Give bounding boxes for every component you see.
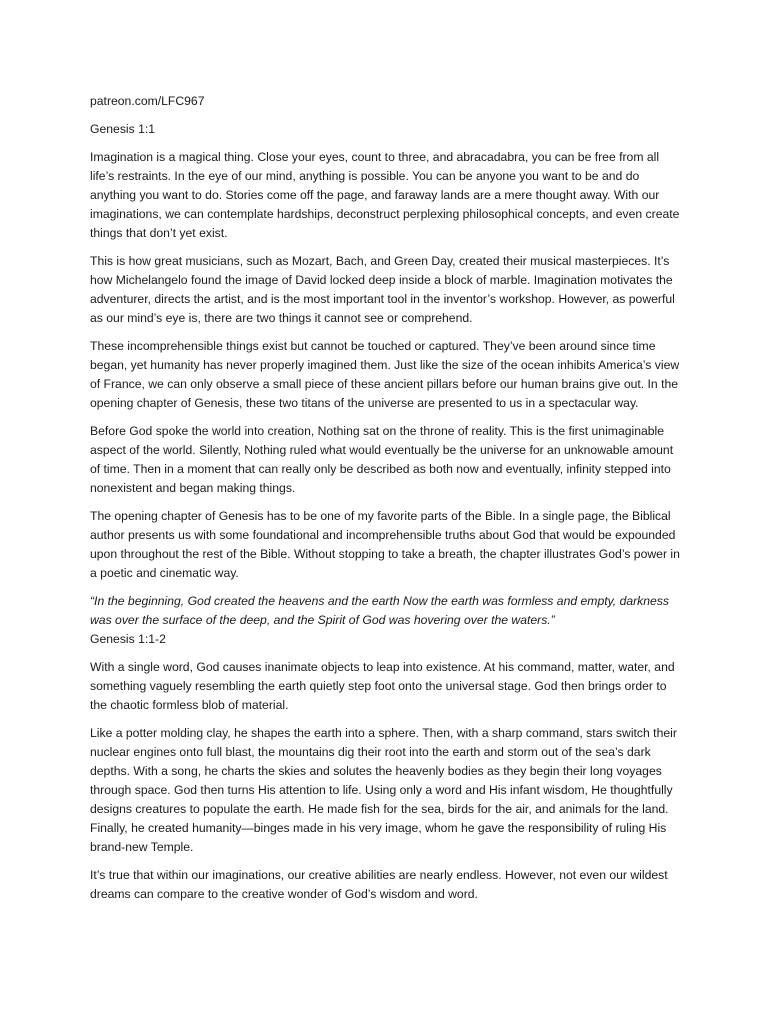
paragraph-7: Like a potter molding clay, he shapes the earth into a sphere. Then, with a sharp command, stars switch their nuclear engines onto full blast, the mountains dig their root into the earth and storm out of the sea’s dark depths. With a song, he charts the skies and solutes the heavenly bodies as they begin their long voyages through space. God then turns His attention to life. Using only a word and His infant wisdom, He thoughtfully designs creatures to populate the earth. He made fish for the sea, birds for the air, and animals for the land. Finally, he created humanity—binges made in his very image, whom he gave the responsibility of ruling His brand-new Temple. [90,726,677,854]
scripture-quote [90,592,680,649]
document-body [90,92,680,913]
paragraph-8: It’s true that within our imaginations, our creative abilities are nearly endless. However, not even our wildest dreams can compare to the creative wonder of God’s wisdom and word. [90,868,668,901]
source-link: patreon.com/LFC967 [90,94,205,108]
paragraph-2: This is how great musicians, such as Mozart, Bach, and Green Day, created their musical masterpieces. It’s how Michelangelo found the image of David locked deep inside a block of marble. Imagination motivates the adventurer, directs the artist, and is the most important tool in the inventor’s workshop. However, as powerful as our mind’s eye is, there are two things it cannot see or comprehend. [90,254,675,325]
paragraph-3: These incomprehensible things exist but cannot be touched or captured. They’ve been around since time began, yet humanity has never properly imagined them. Just like the size of the ocean inhibits America’s view of France, we can only observe a small piece of these ancient pillars before our human brains give out. In the opening chapter of Genesis, these two titans of the universe are presented to us in a spectacular way. [90,339,680,410]
quote-text: “In the beginning, God created the heavens and the earth Now the earth was formless and empty, darkness was over the surface of the deep, and the Spirit of God was hovering over the waters.” [90,594,670,627]
paragraph-1: Imagination is a magical thing. Close your eyes, count to three, and abracadabra, you can be free from all life’s restraints. In the eye of our mind, anything is possible. You can be anyone you want to be and do anything you want to do. Stories come off the page, and faraway lands are a mere thought away. With our imaginations, we can contemplate hardships, deconstruct perplexing philosophical concepts, and even create things that don’t yet exist. [90,150,680,240]
paragraph-4: Before God spoke the world into creation, Nothing sat on the throne of reality. This is the first unimaginable aspect of the world. Silently, Nothing ruled what would eventually be the universe for an unknowable amount of time. Then in a moment that can really only be described as both now and eventually, infinity stepped into nonexistent and began making things. [90,424,674,495]
quote-reference: Genesis 1:1-2 [90,632,166,646]
paragraph-6: With a single word, God causes inanimate objects to leap into existence. At his command, matter, water, and something vaguely resembling the earth quietly step foot onto the universal stage. God then brings order to the chaotic formless blob of material. [90,660,675,712]
paragraph-5: The opening chapter of Genesis has to be one of my favorite parts of the Bible. In a single page, the Biblical author presents us with some foundational and incomprehensible truths about God that would be expounded upon throughout the rest of the Bible. Without stopping to take a breath, the chapter illustrates God’s power in a poetic and cinematic way. [90,509,680,580]
chapter-heading: Genesis 1:1 [90,122,156,136]
